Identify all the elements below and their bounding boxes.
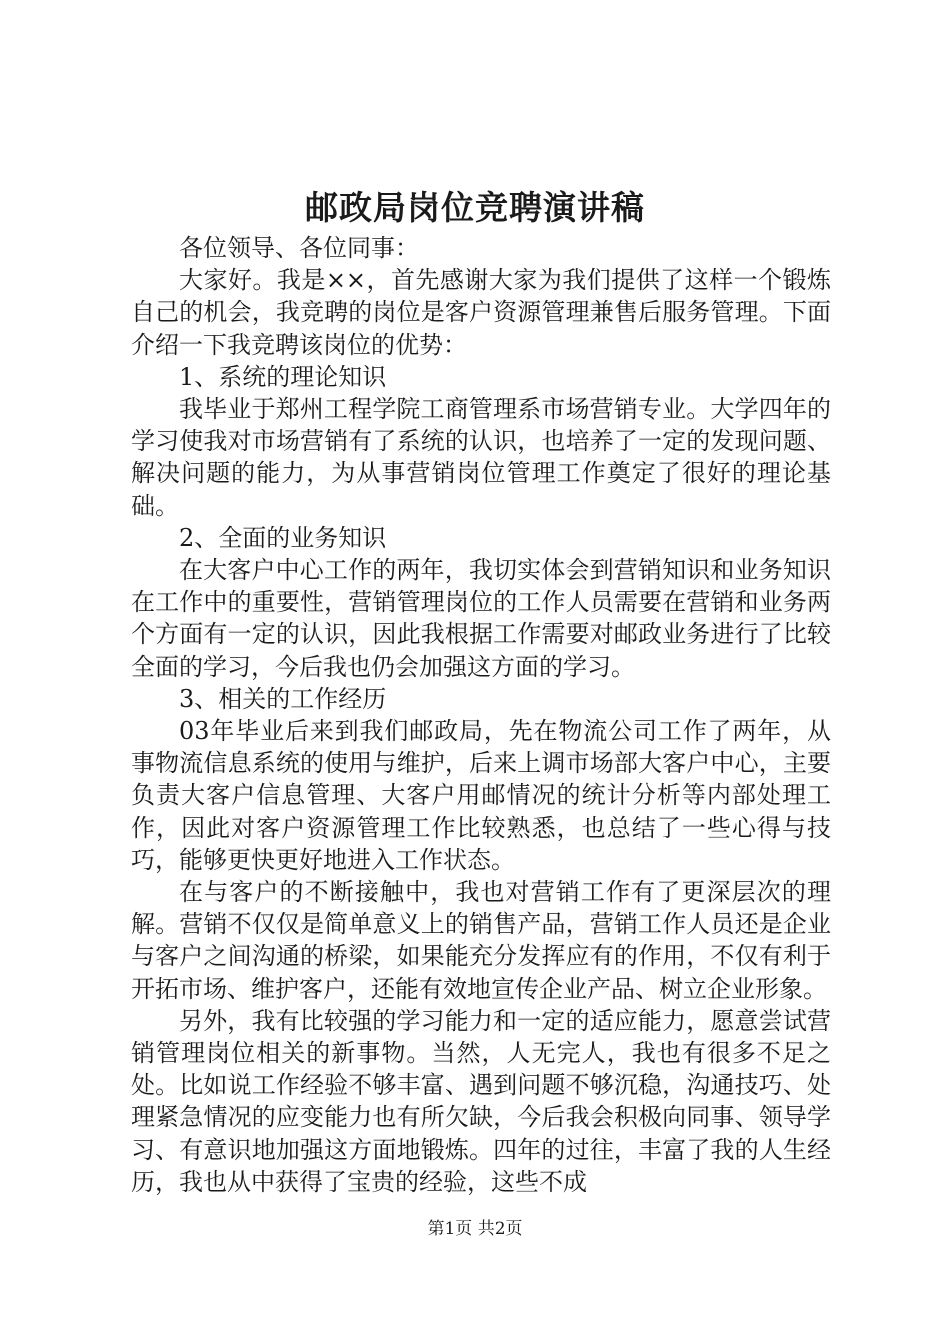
- section-heading: 3、相关的工作经历: [179, 684, 387, 713]
- body-paragraph: 我毕业于郑州工程学院工商管理系市场营销专业。大学四年的学习使我对市场营销有了系统的认识，也培养了一定的发现问题、解决问题的能力，为从事营销岗位管理工作奠定了很好的理论基础。: [131, 395, 831, 520]
- body-paragraph: 在大客户中心工作的两年，我切实体会到营销知识和业务知识在工作中的重要性，营销管理岗位的工作人员需要在营销和业务两个方面有一定的认识，因此我根据工作需要对邮政业务进行了比较全面的学习，今后我也仍会加强这方面的学习。: [131, 556, 831, 681]
- page-number-footer: 第1页 共2页: [427, 1219, 523, 1239]
- intro-paragraph: 大家好。我是××，首先感谢大家为我们提供了这样一个锻炼自己的机会，我竞聘的岗位是客户资源管理兼售后服务管理。下面介绍一下我竞聘该岗位的优势：: [131, 266, 831, 359]
- body-paragraph: 另外，我有比较强的学习能力和一定的适应能力，愿意尝试营销管理岗位相关的新事物。当然，人无完人，我也有很多不足之处。比如说工作经验不够丰富、遇到问题不够沉稳，沟通技巧、处理紧急情况的应变能力也有所欠缺，今后我会积极向同事、领导学习、有意识地加强这方面地锻炼。四年的过往，丰富了我的人生经历，我也从中获得了宝贵的经验，这些不成: [131, 1006, 831, 1196]
- document-body: [131, 232, 831, 1198]
- body-paragraph: 03年毕业后来到我们邮政局，先在物流公司工作了两年，从事物流信息系统的使用与维护，后来上调市场部大客户中心，主要负责大客户信息管理、大客户用邮情况的统计分析等内部处理工作，因此对客户资源管理工作比较熟悉，也总结了一些心得与技巧，能够更快更好地进入工作状态。: [131, 717, 831, 874]
- section-heading: 1、系统的理论知识: [179, 362, 387, 391]
- body-paragraph: 在与客户的不断接触中，我也对营销工作有了更深层次的理解。营销不仅仅是简单意义上的销售产品，营销工作人员还是企业与客户之间沟通的桥梁，如果能充分发挥应有的作用，不仅有利于开拓市场、维护客户，还能有效地宣传企业产品、树立企业形象。: [131, 878, 831, 1003]
- salutation-paragraph: 各位领导、各位同事：: [179, 234, 419, 262]
- section-heading: 2、全面的业务知识: [179, 523, 387, 552]
- document-title: 邮政局岗位竞聘演讲稿: [305, 188, 645, 227]
